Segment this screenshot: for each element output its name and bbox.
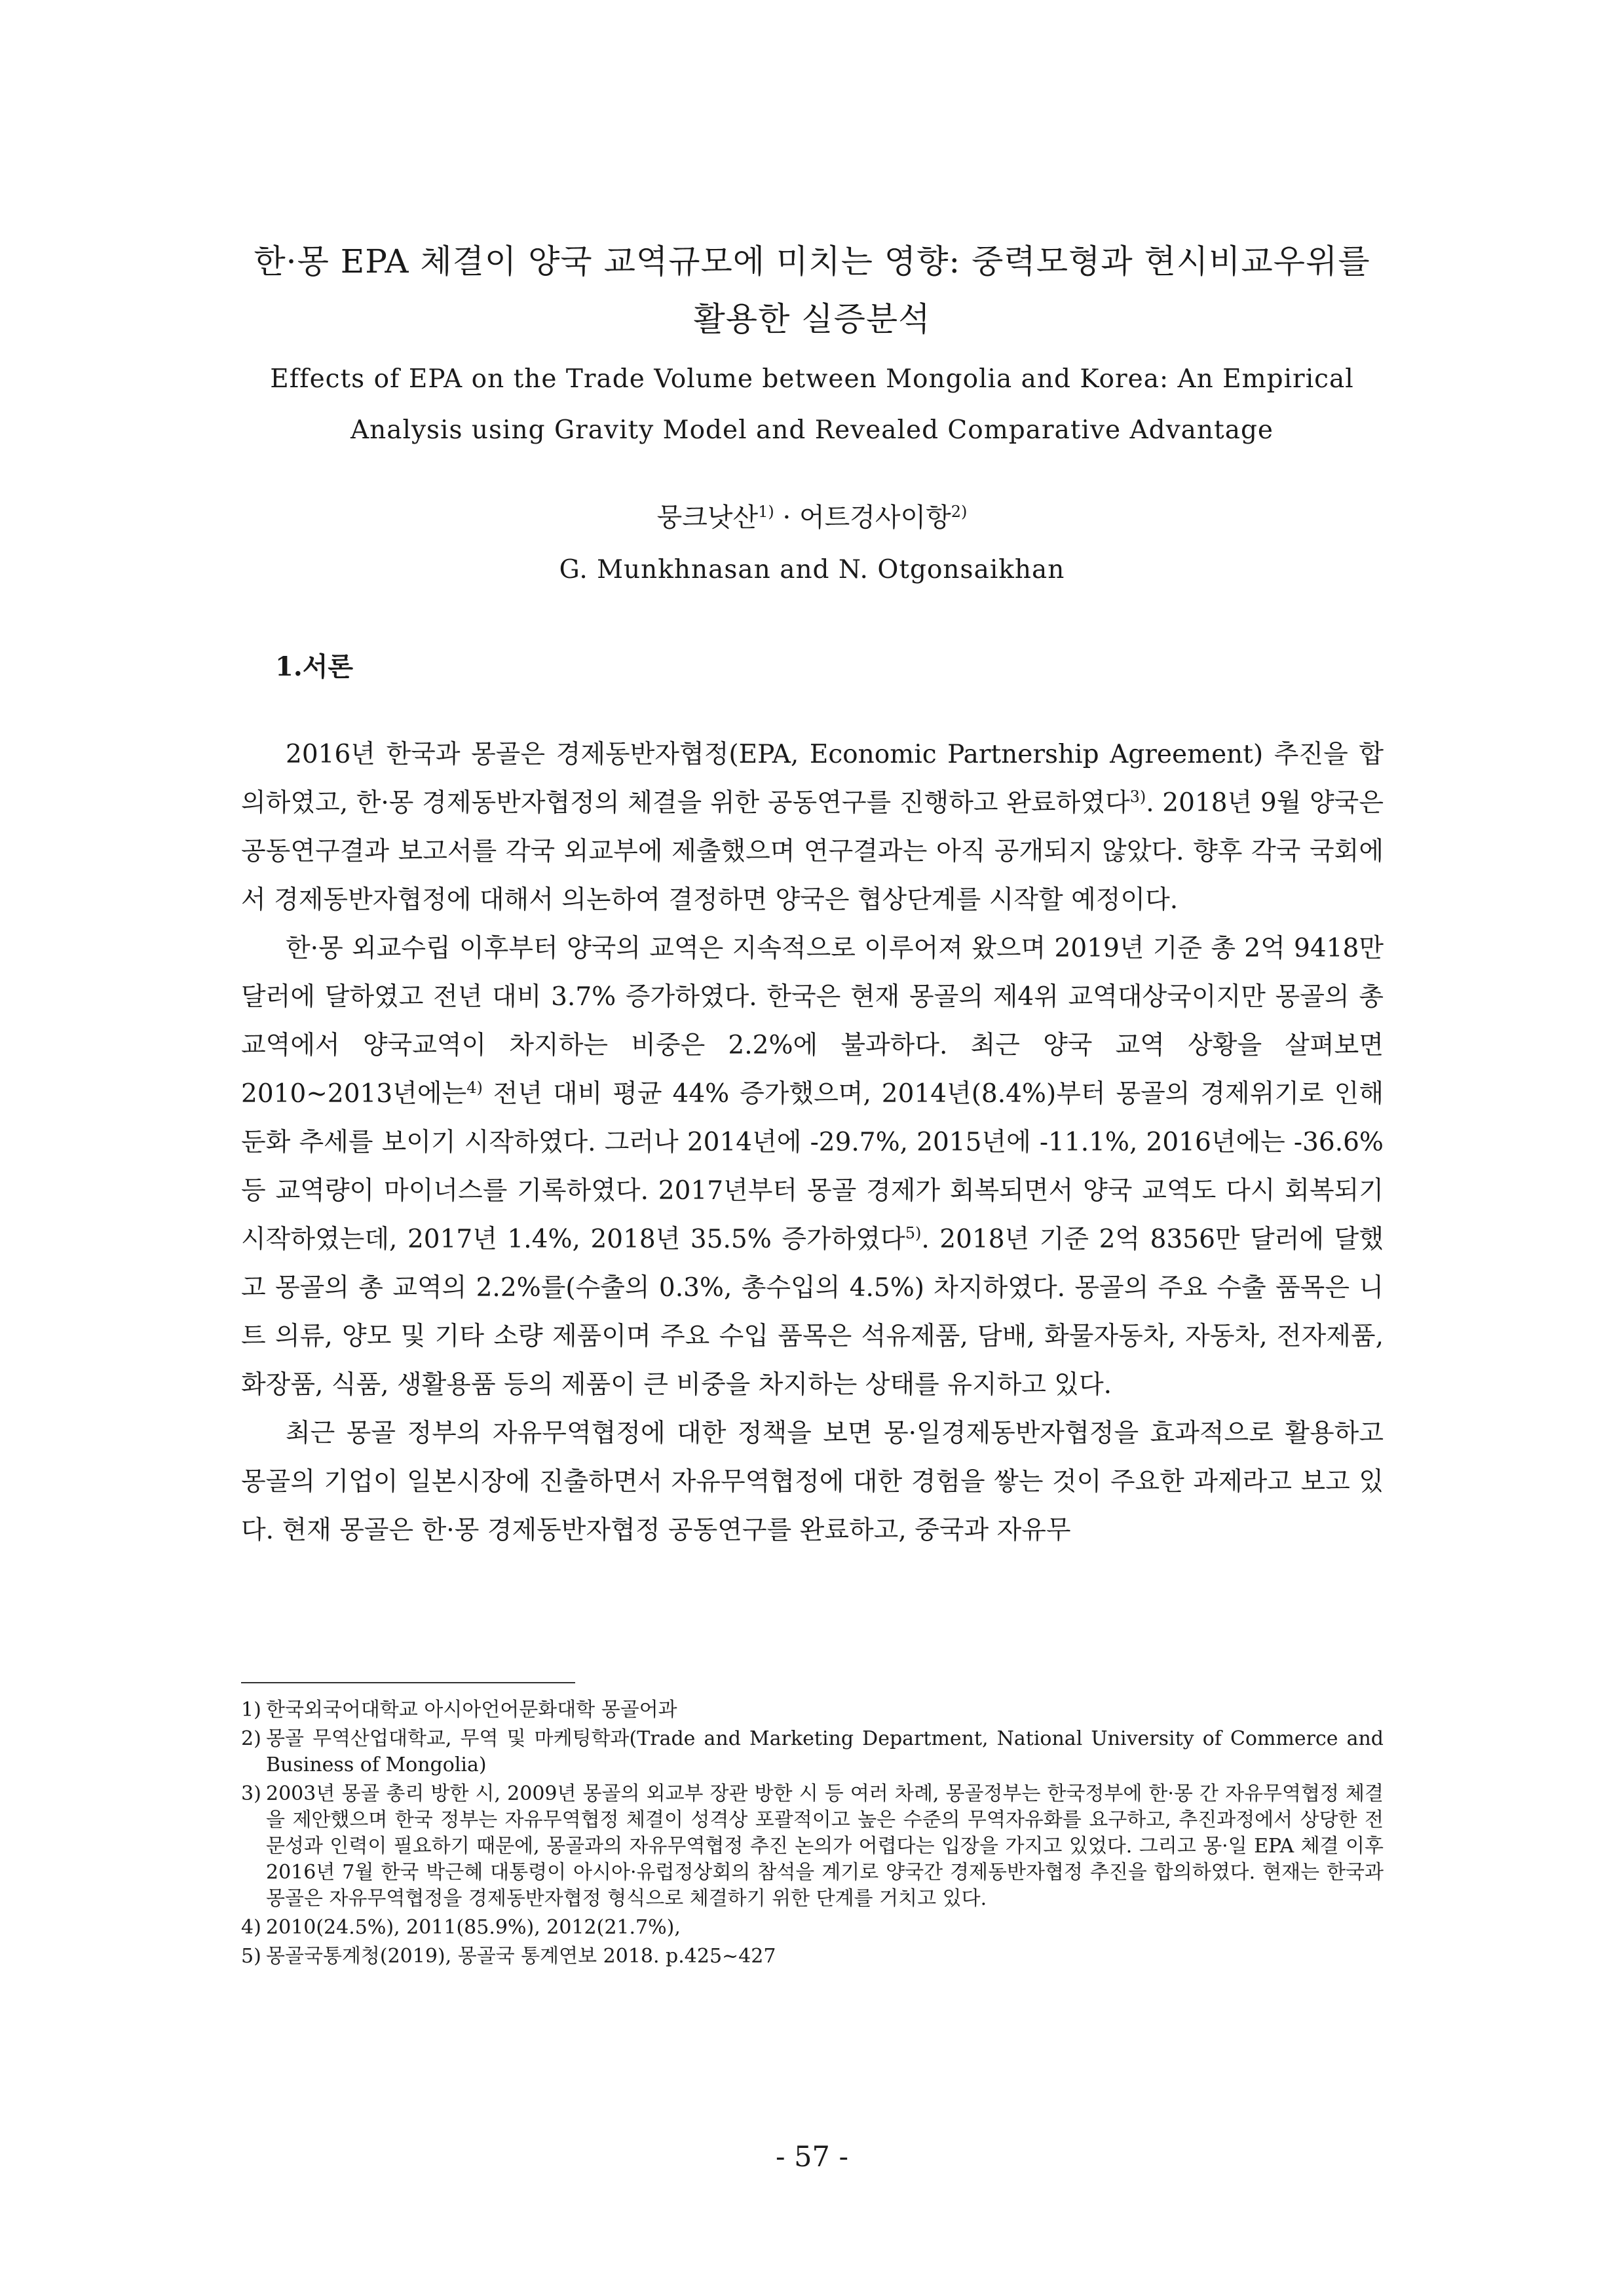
paragraph-1 [241, 731, 1384, 925]
footnote-number: 3) [241, 1782, 261, 1805]
authors-english: G. Munkhnasan and N. Otgonsaikhan [559, 555, 1065, 584]
footnote-marker-5: 5) [905, 1224, 922, 1242]
author-separator: · [774, 503, 799, 533]
footnote-number: 5) [241, 1945, 261, 1968]
paragraph-2 [241, 925, 1384, 1409]
author-2-footnote-marker: 2) [951, 503, 968, 521]
footnote-marker-4: 4) [466, 1079, 483, 1097]
footnote-number: 1) [241, 1698, 261, 1721]
title-english [197, 354, 1427, 456]
body-text [241, 731, 1384, 1555]
section-heading: 1.서론 [275, 651, 354, 682]
title-korean-line-2: 활용한 실증분석 [693, 300, 931, 338]
author-2-name: 어트겅사이항 [799, 503, 951, 533]
paragraph-2-text-a: 한·몽 외교수립 이후부터 양국의 교역은 지속적으로 이루어져 왔으며 2019년 기준 총 2억 9418만 달러에 달하였고 전년 대비 3.7% 증가하였다. 한국은 현재 몽골의 제4위 교역대상국이지만 몽골의 총 교역에서 양국교역이 차지하는 비중은 2.2%에 불과하다. 최근 양국 교역 상황을 살펴보면 2010~2013년에는 [241, 934, 1384, 1109]
footnote-2 [241, 1726, 1384, 1778]
footnote-4 [241, 1915, 1384, 1941]
footnotes [241, 1697, 1384, 1972]
footnote-text: 몽골 무역산업대학교, 무역 및 마케팅학과(Trade and Marketing Department, National University of Commerce and Business of Mongolia) [266, 1727, 1384, 1776]
footnote-1 [241, 1697, 1384, 1723]
author-1-name: 뭉크낫산 [656, 503, 759, 533]
footnote-5 [241, 1943, 1384, 1970]
footnote-marker-3: 3) [1129, 788, 1146, 806]
paragraph-3: 최근 몽골 정부의 자유무역협정에 대한 정책을 보면 몽·일경제동반자협정을 효과적으로 활용하고 몽골의 기업이 일본시장에 진출하면서 자유무역협정에 대한 경험을 쌓는 것이 주요한 과제라고 보고 있다. 현재 몽골은 한·몽 경제동반자협정 공동연구를 완료하고, 중국과 자유무 [241, 1419, 1384, 1545]
authors-korean [197, 498, 1427, 537]
paragraph-1-text-a: 2016년 한국과 몽골은 경제동반자협정(EPA, Economic Partnership Agreement) 추진을 합의하였고, 한·몽 경제동반자협정의 체결을 위한 공동연구를 진행하고 완료하였다 [241, 740, 1384, 818]
paragraph-2-text-c: . 2018년 기준 2억 8356만 달러에 달했고 몽골의 총 교역의 2.2%를(수출의 0.3%, 총수입의 4.5%) 차지하였다. 몽골의 주요 수출 품목은 니트 의류, 양모 및 기타 소량 제품이며 주요 수입 품목은 석유제품, 담배, 화물자동차, 자동차, 전자제품, 화장품, 식품, 생활용품 등의 제품이 큰 비중을 차지하는 상태를 유지하고 있다. [241, 1225, 1384, 1400]
title-english-line-1: Effects of EPA on the Trade Volume between Mongolia and Korea: An Empirical [270, 364, 1354, 394]
title-korean-line-1: 한·몽 EPA 체결이 양국 교역규모에 미치는 영향: 중력모형과 현시비교우위를 [254, 242, 1370, 280]
footnote-text: 몽골국통계청(2019), 몽골국 통계연보 2018. p.425~427 [266, 1945, 776, 1968]
footnote-text: 한국외국어대학교 아시아언어문화대학 몽골어과 [266, 1698, 677, 1721]
title-english-line-2: Analysis using Gravity Model and Revealed Comparative Advantage [350, 415, 1274, 445]
footnote-divider [241, 1682, 575, 1683]
footnote-text: 2010(24.5%), 2011(85.9%), 2012(21.7%), [266, 1916, 681, 1939]
paragraph-1-text-b: . 2018년 9월 양국은 공동연구결과 보고서를 각국 외교부에 제출했으며 연구결과는 아직 공개되지 않았다. 향후 각국 국회에서 경제동반자협정에 대해서 의논하여 결정하면 양국은 협상단계를 시작할 예정이다. [241, 788, 1384, 915]
footnote-number: 2) [241, 1727, 261, 1750]
page-number: - 57 - [775, 2141, 849, 2173]
footnote-3 [241, 1781, 1384, 1912]
paragraph-2-text-b: 전년 대비 평균 44% 증가했으며, 2014년(8.4%)부터 몽골의 경제위기로 인해 둔화 추세를 보이기 시작하였다. 그러나 2014년에 -29.7%, 2015년에 -11.1%, 2016년에는 -36.6% 등 교역량이 마이너스를 기록하였다. 2017년부터 몽골 경제가 회복되면서 양국 교역도 다시 회복되기 시작하였는데, 2017년 1.4%, 2018년 35.5% 증가하였다 [241, 1079, 1384, 1254]
author-1-footnote-marker: 1) [758, 503, 774, 521]
footnote-number: 4) [241, 1916, 261, 1939]
title-korean [197, 233, 1427, 348]
footnote-text: 2003년 몽골 총리 방한 시, 2009년 몽골의 외교부 장관 방한 시 등 여러 차례, 몽골정부는 한국정부에 한·몽 간 자유무역협정 체결을 제안했으며 한국 정부는 자유무역협정 체결이 성격상 포괄적이고 높은 수준의 무역자유화를 요구하고, 추진과정에서 상당한 전문성과 인력이 필요하기 때문에, 몽골과의 자유무역협정 추진 논의가 어렵다는 입장을 가지고 있었다. 그리고 몽·일 EPA 체결 이후 2016년 7월 한국 박근혜 대통령이 아시아·유럽정상회의 참석을 계기로 양국간 경제동반자협정 추진을 합의하였다. 현재는 한국과 몽골은 자유무역협정을 경제동반자협정 형식으로 체결하기 위한 단계를 거치고 있다. [266, 1782, 1384, 1910]
